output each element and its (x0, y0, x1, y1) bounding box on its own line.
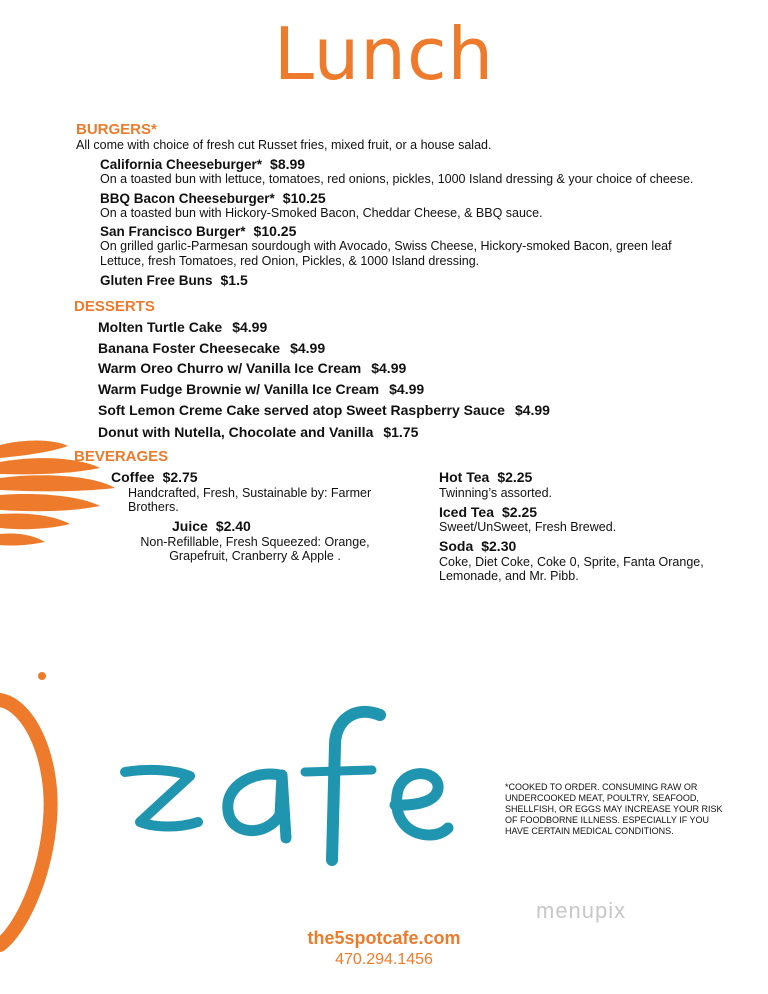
beverage-juice (172, 518, 251, 534)
dessert-item (98, 319, 267, 335)
item-price: $4.99 (514, 402, 550, 418)
orange-swirl-icon (0, 672, 51, 945)
item-description: On a toasted bun with lettuce, tomatoes, red onions, pickles, 1000 Island dressing & your choice of cheese. (100, 172, 694, 186)
desserts-heading: DESSERTS (74, 298, 155, 315)
item-description: Coke, Diet Coke, Coke 0, Sprite, Fanta Orange, Lemonade, and Mr. Pibb. (439, 555, 704, 583)
dessert-item (98, 360, 406, 376)
item-name: Warm Oreo Churro w/ Vanilla Ice Cream (98, 360, 362, 376)
item-name: Donut with Nutella, Chocolate and Vanilla (98, 424, 374, 440)
dessert-item (98, 340, 325, 356)
beverage-soda (439, 538, 516, 554)
item-description: Handcrafted, Fresh, Sustainable by: Farmer Brothers. (128, 486, 372, 514)
food-safety-disclaimer: *COOKED TO ORDER. CONSUMING RAW OR UNDERCOOKED MEAT, POULTRY, SEAFOOD, SHELLFISH, OR EGGS MAY INCREASE YOUR RISK OF FOODBORNE ILLNESS. ESPECIALLY IF YOU HAVE CERTAIN MEDICAL CONDITIONS. (505, 782, 723, 836)
item-price: $4.99 (371, 360, 407, 376)
item-name: San Francisco Burger* (100, 224, 246, 239)
item-name: California Cheeseburger* (100, 157, 263, 172)
beverage-iced-tea (439, 504, 537, 520)
item-description: Sweet/UnSweet, Fresh Brewed. (439, 520, 617, 534)
beverages-heading: BEVERAGES (74, 448, 169, 465)
item-name: Soft Lemon Creme Cake served atop Sweet Raspberry Sauce (98, 402, 505, 418)
item-description: On a toasted bun with Hickory-Smoked Bacon, Cheddar Cheese, & BBQ sauce. (100, 206, 543, 220)
item-name: Warm Fudge Brownie w/ Vanilla Ice Cream (98, 381, 380, 397)
menu-item (100, 223, 296, 239)
beverage-coffee (111, 469, 198, 485)
item-price: $2.75 (162, 469, 198, 485)
menu-item (100, 190, 326, 206)
burgers-heading: BURGERS* (76, 121, 157, 138)
item-name: Gluten Free Buns (100, 273, 213, 288)
item-name: Juice (172, 518, 208, 534)
item-price: $10.25 (253, 223, 297, 239)
item-name: Hot Tea (439, 469, 490, 485)
watermark: menupix (536, 898, 627, 923)
item-price: $4.99 (290, 340, 326, 356)
item-price: $1.5 (220, 272, 248, 288)
item-price: $4.99 (232, 319, 268, 335)
dessert-item (98, 424, 418, 440)
item-price: $2.30 (481, 538, 517, 554)
item-description: Twinning’s assorted. (439, 486, 553, 500)
website-link[interactable]: the5spotcafe.com (307, 928, 461, 948)
item-price: $1.75 (383, 424, 419, 440)
beverage-hot-tea (439, 469, 532, 485)
item-price: $4.99 (389, 381, 425, 397)
dessert-item (98, 402, 550, 418)
item-name: Soda (439, 538, 474, 554)
item-price: $10.25 (282, 190, 326, 206)
item-description: On grilled garlic-Parmesan sourdough with Avocado, Swiss Cheese, Hickory-smoked Bacon, green leaf Lettuce, fresh Tomatoes, red Onion, Pickles, & 1000 Island dressing. (100, 239, 672, 268)
menu-item (100, 272, 248, 288)
burgers-note: All come with choice of fresh cut Russet fries, mixed fruit, or a house salad. (76, 138, 492, 152)
item-name: Coffee (111, 469, 155, 485)
item-price: $2.25 (497, 469, 533, 485)
item-price: $2.40 (215, 518, 251, 534)
item-name: Banana Foster Cheesecake (98, 340, 281, 356)
item-price: $2.25 (502, 504, 538, 520)
item-name: Iced Tea (439, 504, 494, 520)
menu-item (100, 156, 305, 172)
item-price: $8.99 (270, 156, 306, 172)
dessert-item (98, 381, 424, 397)
cafe-logo (125, 712, 448, 860)
item-name: BBQ Bacon Cheeseburger* (100, 191, 275, 206)
phone-number: 470.294.1456 (335, 951, 433, 968)
item-name: Molten Turtle Cake (98, 319, 223, 335)
page-title: Lunch (273, 12, 495, 96)
item-description: Non-Refillable, Fresh Squeezed: Orange, Grapefruit, Cranberry & Apple . (140, 535, 370, 563)
